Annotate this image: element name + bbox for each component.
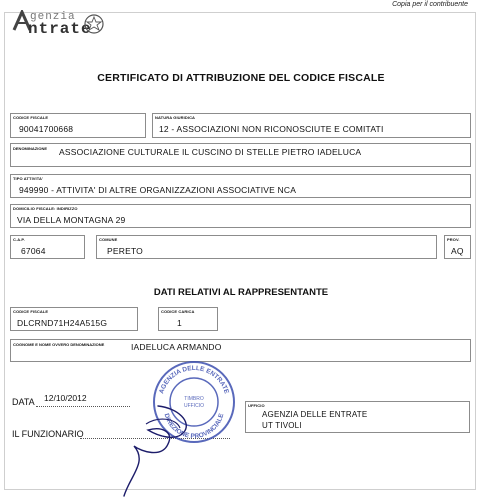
natura-giuridica-box: [152, 113, 471, 138]
ufficio-box: [245, 401, 470, 433]
codice-carica-label: CODICE CARICA: [161, 309, 195, 314]
rep-codice-fiscale-box: [10, 307, 138, 331]
rep-codice-fiscale-label: CODICE FISCALE: [13, 309, 49, 314]
denominazione-box: [10, 143, 471, 167]
comune-box: [96, 235, 437, 259]
ufficio-line2: UT TIVOLI: [262, 421, 302, 430]
denominazione-label: DENOMINAZIONE: [13, 146, 47, 151]
stamp-center-line2: UFFICIO: [184, 403, 204, 409]
domicilio-label: DOMICILIO FISCALE: INDIRIZZO: [13, 206, 78, 211]
stamp-center-line1: TIMBRO: [184, 396, 204, 402]
stamp-ring-top: AGENZIA DELLE ENTRATE: [158, 364, 230, 395]
tipo-attivita-box: [10, 174, 471, 198]
representative-heading: DATI RELATIVI AL RAPPRESENTANTE: [153, 287, 329, 298]
cap-box: [10, 235, 85, 259]
copy-note: Copia per il contribuente: [392, 1, 468, 8]
signature-icon: [118, 402, 198, 498]
codice-carica-value: 1: [177, 318, 182, 328]
document-title: CERTIFICATO DI ATTRIBUZIONE DEL CODICE FISCALE: [97, 72, 385, 84]
rep-nome-box: [10, 339, 471, 362]
prov-value: AQ: [451, 246, 464, 256]
cap-label: C.A.P.: [13, 237, 25, 242]
codice-carica-box: [158, 307, 218, 331]
codice-fiscale-box: [10, 113, 146, 138]
tipo-attivita-label: TIPO ATTIVITA': [13, 176, 44, 181]
codice-fiscale-label: CODICE FISCALE: [13, 115, 49, 120]
logo-main: ntrate: [28, 20, 92, 38]
codice-fiscale-value: 90041700668: [19, 124, 74, 134]
natura-giuridica-label: NATURA GIURIDICA: [155, 115, 196, 120]
prov-label: PROV.: [447, 237, 460, 242]
data-value: 12/10/2012: [44, 393, 87, 403]
domicilio-box: [10, 204, 471, 228]
data-line: [36, 406, 130, 407]
prov-box: [444, 235, 471, 259]
natura-giuridica-value: 12 - ASSOCIAZIONI NON RICONOSCIUTE E COMITATI: [159, 124, 384, 134]
rep-nome-label: COGNOME E NOME OVVERO DENOMINAZIONE: [13, 342, 105, 347]
domicilio-value: VIA DELLA MONTAGNA 29: [17, 215, 126, 225]
logo-prefix: genzia: [30, 11, 76, 23]
data-label: DATA: [12, 397, 35, 407]
rep-codice-fiscale-value: DLCRND71H24A515G: [17, 318, 108, 328]
funzionario-label: IL FUNZIONARIO: [12, 429, 84, 439]
denominazione-value: ASSOCIAZIONE CULTURALE IL CUSCINO DI STELLE PIETRO IADELUCA: [59, 147, 362, 157]
tipo-attivita-value: 949990 - ATTIVITA' DI ALTRE ORGANIZZAZIONI ASSOCIATIVE NCA: [19, 185, 297, 195]
stamp-ring-bottom: DIREZIONE PROVINCIALE: [162, 412, 226, 441]
republic-emblem-icon: [84, 12, 104, 36]
comune-label: COMUNE: [99, 237, 118, 242]
ufficio-label: UFFICIO: [248, 403, 265, 408]
rep-nome-value: IADELUCA ARMANDO: [131, 342, 222, 352]
cap-value: 67064: [21, 246, 46, 256]
ufficio-line1: AGENZIA DELLE ENTRATE: [262, 410, 368, 419]
comune-value: PERETO: [107, 246, 143, 256]
